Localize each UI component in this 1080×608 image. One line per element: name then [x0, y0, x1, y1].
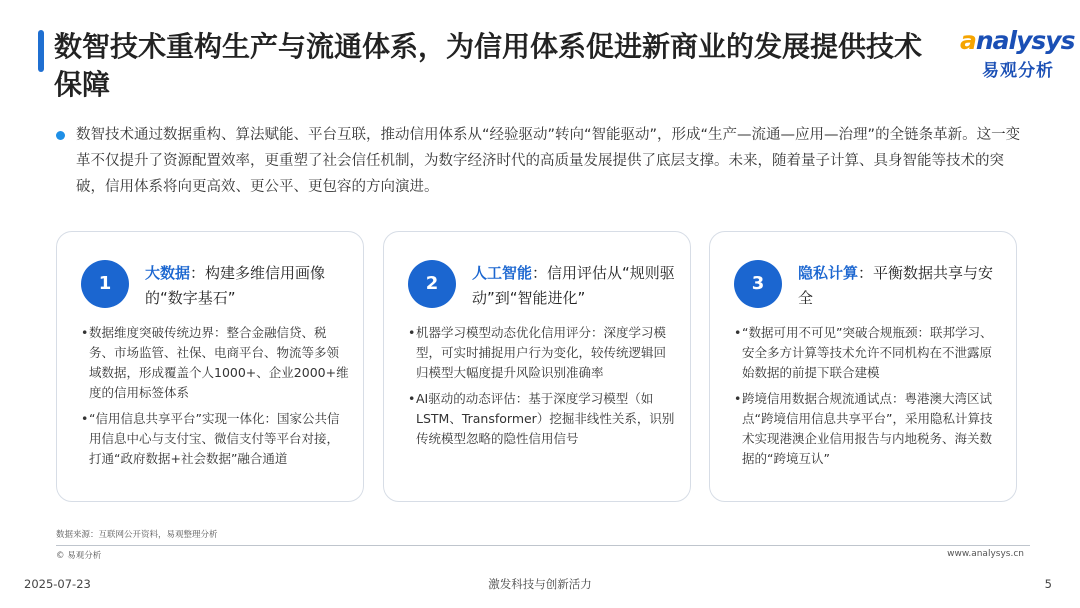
- card-heading: 人工智能：信用评估从“规则驱动”到“智能进化”: [472, 264, 675, 307]
- title-accent-bar: [38, 30, 44, 72]
- list-item: • 数据维度突破传统边界：整合金融信贷、税务、市场监管、社保、电商平台、物流等多领域数据，形成覆盖个人1000+、企业2000+维度的信用标签体系: [81, 323, 349, 403]
- card-bullet-list: [81, 323, 349, 475]
- logo-wordmark: analysys: [960, 26, 1075, 55]
- list-item: • 跨境信用数据合规流通试点：粤港澳大湾区试点“跨境信用信息共享平台”，采用隐私计算技术实现港澳企业信用报告与内地税务、海关数据的“跨境互认”: [734, 389, 1002, 469]
- footer-divider: [56, 545, 1030, 546]
- card-privacy-computing: [709, 231, 1017, 502]
- bullet-dot-icon: [56, 131, 65, 140]
- list-item: • AI驱动的动态评估：基于深度学习模型（如LSTM、Transformer）挖掘非线性关系，识别传统模型忽略的隐性信用信号: [408, 389, 676, 449]
- card-heading: 大数据：构建多维信用画像的“数字基石”: [145, 264, 326, 307]
- copyright-note: © 易观分析: [56, 551, 102, 561]
- summary-paragraph: [56, 122, 1026, 200]
- card-number-badge: 3: [734, 260, 782, 308]
- list-item: • “信用信息共享平台”实现一体化：国家公共信用信息中心与支付宝、微信支付等平台对接，打通“政府数据+社会数据”融合通道: [81, 409, 349, 469]
- card-keyword: 隐私计算: [798, 264, 859, 282]
- website-link[interactable]: www.analysys.cn: [947, 549, 1024, 559]
- card-keyword: 人工智能: [472, 264, 533, 282]
- footer-date: 2025-07-23: [24, 577, 91, 591]
- summary-text: 数智技术通过数据重构、算法赋能、平台互联，推动信用体系从“经验驱动”转向“智能驱动”，形成“生产—流通—应用—治理”的全链条革新。这一变革不仅提升了资源配置效率，更重塑了社会信任机制，为数字经济时代的高质量发展提供了底层支撑。未来，随着量子计算、具身智能等技术的突破，信用体系将向更高效、更公平、更包容的方向演进。: [76, 127, 1021, 195]
- card-big-data: [56, 231, 364, 502]
- card-heading: 隐私计算：平衡数据共享与安全: [798, 264, 994, 307]
- page-title: 数智技术重构生产与流通体系，为信用体系促进新商业的发展提供技术保障: [54, 30, 923, 101]
- footer-slogan: 激发科技与创新活力: [488, 577, 592, 591]
- analysys-logo: [960, 26, 1075, 81]
- card-keyword: 大数据: [145, 264, 191, 282]
- data-source-note: 数据来源：互联网公开资料，易观整理分析: [56, 530, 218, 540]
- card-number-badge: 2: [408, 260, 456, 308]
- list-item: • 机器学习模型动态优化信用评分：深度学习模型，可实时捕捉用户行为变化，较传统逻辑回归模型大幅度提升风险识别准确率: [408, 323, 676, 383]
- card-bullet-list: [408, 323, 676, 455]
- page-number: 5: [1044, 577, 1052, 591]
- list-item: • “数据可用不可见”突破合规瓶颈：联邦学习、安全多方计算等技术允许不同机构在不泄露原始数据的前提下联合建模: [734, 323, 1002, 383]
- card-bullet-list: [734, 323, 1002, 475]
- card-number-badge: 1: [81, 260, 129, 308]
- card-ai: [383, 231, 691, 502]
- logo-chinese-name: 易观分析: [982, 61, 1054, 81]
